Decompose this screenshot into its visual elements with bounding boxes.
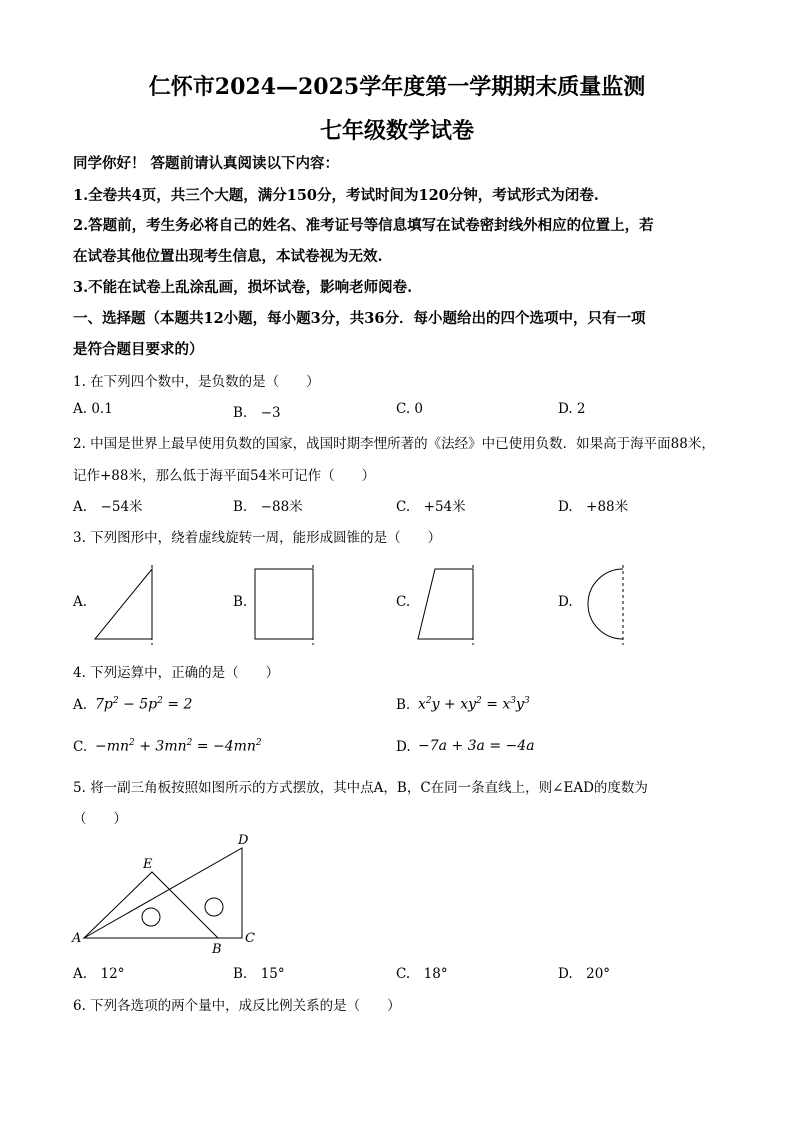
- q4-label-c: C.: [73, 739, 88, 755]
- notice-item: 在试卷其他位置出现考生信息，本试卷视为无效.: [73, 248, 383, 265]
- q4-option-a-expr: $7p^2 - 5p^2 = 2$: [95, 696, 193, 713]
- section-heading-cont: 是符合题目要求的）: [73, 341, 204, 358]
- q1-option-c: C. 0: [396, 401, 424, 417]
- q2-option-a: A. −54米: [73, 499, 143, 515]
- q1-option-b: B. −3: [233, 405, 281, 421]
- q4-option-b-expr: $x^2y + xy^2 = x^3y^3$: [418, 696, 530, 713]
- point-label-e: E: [143, 857, 153, 872]
- exam-subtitle: 七年级数学试卷: [319, 118, 474, 144]
- q4-label-d: D.: [396, 739, 411, 755]
- q4-stem: 4. 下列运算中，正确的是（ ）: [73, 665, 280, 681]
- section-heading: 一、选择题（本题共12小题，每小题3分，共36分．每小题给出的四个选项中，只有一项: [73, 310, 646, 327]
- q3-figure-a: [90, 565, 160, 645]
- notice-item: 1.全卷共4页，共三个大题，满分150分，考试时间为120分钟，考试形式为闭卷.: [73, 187, 599, 204]
- q5-stem: 5. 将一副三角板按照如图所示的方式摆放，其中点A，B，C在同一条直线上，则∠EAD的度数为: [73, 780, 648, 796]
- q1-option-d: D. 2: [558, 401, 586, 417]
- q2-stem-cont: 记作+88米，那么低于海平面54米可记作（ ）: [73, 468, 376, 484]
- q5-option-d: D. 20°: [558, 966, 611, 982]
- q5-triangle-figure: [68, 830, 268, 955]
- q2-option-c: C. +54米: [396, 499, 466, 515]
- q3-figure-c: [415, 565, 485, 645]
- q3-stem: 3. 下列图形中，绕着虚线旋转一周，能形成圆锥的是（ ）: [73, 530, 442, 546]
- q4-option-c-expr: $-mn^2 + 3mn^2 = -4mn^2$: [95, 738, 262, 755]
- exam-title: 仁怀市2024—2025学年度第一学期期末质量监测: [148, 74, 646, 100]
- point-label-b: B: [212, 942, 222, 957]
- q2-option-b: B. −88米: [233, 499, 303, 515]
- q4-label-a: A.: [73, 697, 88, 713]
- q3-label-d: D.: [558, 594, 573, 610]
- q1-option-a: A. 0.1: [73, 401, 113, 417]
- q2-option-d: D. +88米: [558, 499, 629, 515]
- q3-label-a: A.: [73, 594, 88, 610]
- point-label-a: A: [72, 931, 82, 946]
- notice-greeting: 同学你好！ 答题前请认真阅读以下内容：: [73, 155, 340, 172]
- q5-option-b: B. 15°: [233, 966, 285, 982]
- q3-label-b: B.: [233, 594, 248, 610]
- notice-item: 3.不能在试卷上乱涂乱画，损坏试卷，影响老师阅卷.: [73, 279, 413, 296]
- q1-stem: 1. 在下列四个数中，是负数的是（ ）: [73, 374, 320, 390]
- q2-stem: 2. 中国是世界上最早使用负数的国家，战国时期李悝所著的《法经》中已使用负数．如果高于海平面88米，: [73, 436, 715, 452]
- q5-option-a: A. 12°: [73, 966, 125, 982]
- point-label-d: D: [238, 833, 249, 848]
- notice-item: 2.答题前，考生务必将自己的姓名、准考证号等信息填写在试卷密封线外相应的位置上，若: [73, 217, 654, 234]
- q5-stem-cont: （ ）: [73, 811, 127, 827]
- q4-label-b: B.: [396, 697, 411, 713]
- q3-figure-b: [252, 565, 322, 645]
- q4-option-d-expr: −7a + 3a = −4a: [418, 738, 535, 754]
- q6-stem: 6. 下列各选项的两个量中，成反比例关系的是（ ）: [73, 998, 401, 1014]
- q5-option-c: C. 18°: [396, 966, 448, 982]
- point-label-c: C: [245, 931, 255, 946]
- q3-figure-d: [575, 565, 645, 645]
- q3-label-c: C.: [396, 594, 411, 610]
